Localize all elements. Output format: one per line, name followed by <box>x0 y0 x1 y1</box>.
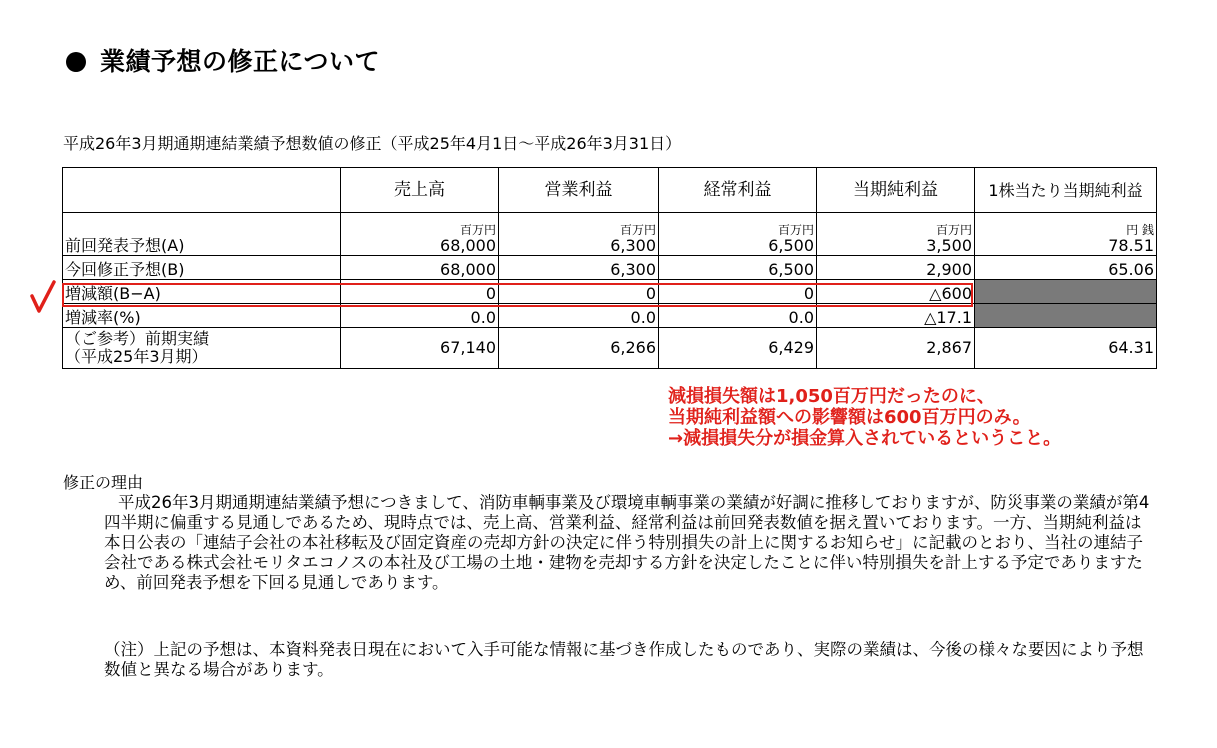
cell-value: 6,300 <box>499 256 659 280</box>
highlight-box <box>62 283 973 307</box>
blank-cell <box>975 280 1157 304</box>
unit-label: 百万円 <box>777 223 814 237</box>
unit-label: 百万円 <box>459 223 496 237</box>
table-header-row <box>63 168 1157 213</box>
unit-label: 円 銭 <box>1126 223 1154 237</box>
cell-value: 67,140 <box>341 328 499 369</box>
cell-value: 6,266 <box>499 328 659 369</box>
row-label: 増減率(%) <box>63 304 341 328</box>
unit-label: 百万円 <box>935 223 972 237</box>
header-ordinary-profit: 経常利益 <box>659 168 817 213</box>
cell-value: 2,900 <box>817 256 975 280</box>
cell-value: 0 <box>659 280 817 304</box>
cell-value: 64.31 <box>975 328 1157 369</box>
cell-value: 3,500 <box>926 236 972 255</box>
cell-value: 6,429 <box>659 328 817 369</box>
cell-value: 2,867 <box>817 328 975 369</box>
table-row <box>63 304 1157 328</box>
table-row <box>63 256 1157 280</box>
cell-value: 65.06 <box>975 256 1157 280</box>
row-label: 今回修正予想(B) <box>63 256 341 280</box>
bullet-icon <box>66 52 86 72</box>
cell-value: 0.0 <box>499 304 659 328</box>
disclaimer: （注）上記の予想は、本資料発表日現在において入手可能な情報に基づき作成したものであり、実際の業績は、今後の様々な要因により予想数値と異なる場合があります。 <box>104 640 1144 679</box>
header-net-profit: 当期純利益 <box>817 168 975 213</box>
forecast-table <box>62 167 1157 369</box>
blank-cell <box>975 304 1157 328</box>
cell-value: 68,000 <box>440 236 496 255</box>
table-row <box>63 213 1157 256</box>
cell-value: △17.1 <box>817 304 975 328</box>
cell-value: 6,500 <box>659 256 817 280</box>
header-sales: 売上高 <box>341 168 499 213</box>
row-label: 前回発表予想(A) <box>63 213 341 256</box>
cell-value: 78.51 <box>1108 236 1154 255</box>
header-operating-profit: 営業利益 <box>499 168 659 213</box>
section-heading <box>66 42 380 78</box>
row-label: （ご参考）前期実績 （平成25年3月期） <box>63 328 341 369</box>
cell-value: △600 <box>817 280 975 304</box>
annotation-note: 減損損失額は1,050百万円だったのに、 当期純利益額への影響額は600百万円のみ。 →減損損失分が損金算入されているということ。 <box>668 386 1062 449</box>
cell-value: 68,000 <box>341 256 499 280</box>
cell-value: 6,300 <box>610 236 656 255</box>
reason-title: 修正の理由 <box>63 473 144 492</box>
cell-value: 0 <box>499 280 659 304</box>
cell-value: 0.0 <box>341 304 499 328</box>
cell-value: 0 <box>341 280 499 304</box>
cell-value: 6,500 <box>768 236 814 255</box>
unit-label: 百万円 <box>619 223 656 237</box>
check-mark-icon <box>30 280 56 314</box>
header-corner <box>63 168 341 213</box>
row-label: 増減額(B−A) <box>63 280 341 304</box>
section-heading-text: 業績予想の修正について <box>100 47 381 76</box>
cell-value: 0.0 <box>659 304 817 328</box>
table-title: 平成26年3月期通期連結業績予想数値の修正（平成25年4月1日～平成26年3月31日） <box>63 134 682 153</box>
table-row <box>63 328 1157 369</box>
header-eps: 1株当たり当期純利益 <box>975 168 1157 213</box>
reason-body: 平成26年3月期通期連結業績予想につきまして、消防車輌事業及び環境車輌事業の業績が好調に推移しておりますが、防災事業の業績が第4四半期に偏重する見通しであるため、現時点では、売上高、営業利益、経常利益は前回発表数値を据え置いております。一方、当期純利益は本日公表の「連結子会社の本社移転及び固定資産の売却方針の決定に伴う特別損失の計上に関するお知らせ」に記載のとおり、当社の連結子会社である株式会社モリタエコノスの本社及び工場の土地・建物を売却する方針を決定したことに伴い特別損失を計上する予定でありますため、前回発表予想を下回る見通しであります。 <box>104 493 1150 592</box>
